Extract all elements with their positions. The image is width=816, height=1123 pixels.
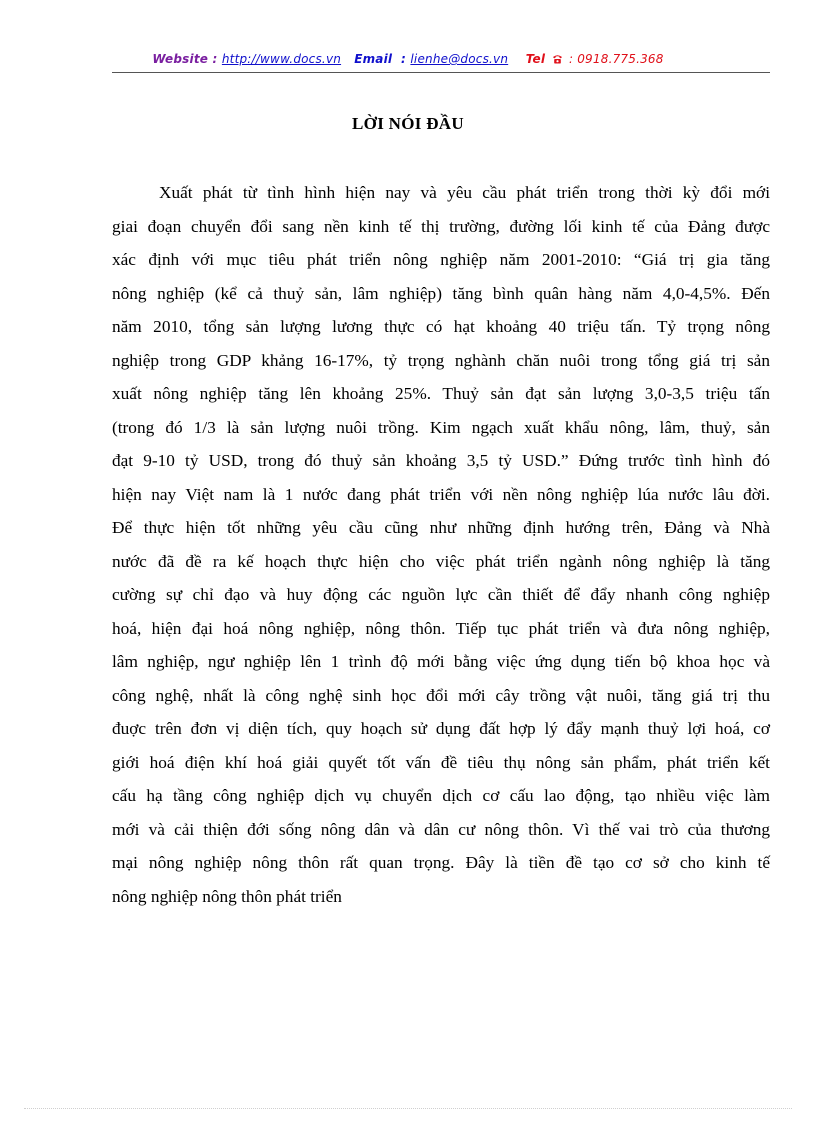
paragraph-line: Để thực hiện tốt những yêu cầu cũng như những định hướng trên, Đảng và Nhà [112, 518, 770, 537]
email-link[interactable]: lienhe@docs.vn [410, 52, 509, 66]
paragraph-line: Xuất phát từ tình hình hiện nay và yêu cầu phát triển trong thời kỳ đổi mới [159, 183, 770, 202]
tel-label: Tel [525, 52, 546, 66]
paragraph-line: hiện nay Việt nam là 1 nước đang phát triển với nền nông nghiệp lúa nước lâu đời. [112, 484, 770, 504]
paragraph-line: nông nghiệp nông thôn phát triển [112, 886, 342, 906]
paragraph-line: xác định với mục tiêu phát triển nông nghiệp năm 2001-2010: “Giá trị gia tăng [112, 250, 770, 269]
page-title: LỜI NÓI ĐẦU [352, 114, 464, 133]
paragraph-line: mại nông nghiệp nông thôn rất quan trọng. Đây là tiền đề tạo cơ sở cho kinh tế [112, 853, 770, 872]
page-header [0, 52, 816, 66]
paragraph-line: xuất nông nghiệp tăng lên khoảng 25%. Thuỷ sản đạt sản lượng 3,0-3,5 triệu tấn [112, 384, 770, 403]
paragraph-line: giai đoạn chuyển đổi sang nền kinh tế thị trường, đường lối kinh tế của Đảng được [112, 216, 770, 236]
paragraph-line: giới hoá điện khí hoá giải quyết tốt vấn đề tiêu thụ nông sản phẩm, phát triển kết [112, 752, 770, 772]
paragraph-line: (trong đó 1/3 là sản lượng nuôi trồng. Kim ngạch xuất khẩu nông, lâm, thuỷ, sản [112, 417, 770, 437]
paragraph-line: nông nghiệp (kể cả thuỷ sản, lâm nghiệp) tăng bình quân hàng năm 4,0-4,5%. Đến [112, 283, 770, 303]
paragraph-line: năm 2010, tổng sản lượng lương thực có hạt khoảng 40 triệu tấn. Tỷ trọng nông [112, 317, 770, 336]
paragraph-line: cường sự chỉ đạo và huy động các nguồn lực cần thiết để đẩy nhanh công nghiệp [112, 585, 770, 604]
email-separator: : [401, 52, 406, 66]
paragraph-line: đạt 9-10 tỷ USD, trong đó thuỷ sản khoảng 3,5 tỷ USD.” Đứng trước tình hình đó [112, 451, 770, 470]
paragraph-line: nước đã đề ra kế hoạch thực hiện cho việc phát triển ngành nông nghiệp là tăng [112, 551, 770, 571]
website-link[interactable]: http://www.docs.vn [221, 52, 342, 66]
paragraph-line: công nghệ, nhất là công nghệ sinh học đổi mới cây trồng vật nuôi, tăng giá trị thu [112, 685, 770, 705]
email-label: Email [354, 52, 393, 66]
body-paragraph [112, 176, 770, 913]
tel-number: : 0918.775.368 [568, 52, 664, 66]
website-label: Website : [152, 52, 218, 66]
paragraph-line: lâm nghiệp, ngư nghiệp lên 1 trình độ mới bằng việc ứng dụng tiến bộ khoa học và [112, 652, 770, 671]
paragraph-line: mới và cải thiện đới sống nông dân và dân cư nông thôn. Vì thế vai trò của thương [112, 819, 770, 839]
paragraph-line: đuợc trên đơn vị diện tích, quy hoạch sử dụng đất hợp lý đẩy mạnh thuỷ lợi hoá, cơ [112, 719, 770, 738]
page-bottom-border [24, 1108, 792, 1109]
paragraph-line: cấu hạ tầng công nghiệp dịch vụ chuyển dịch cơ cấu lao động, tạo nhiều việc làm [112, 786, 770, 805]
paragraph-line: hoá, hiện đại hoá nông nghiệp, nông thôn. Tiếp tục phát triển và đưa nông nghiệp, [112, 618, 770, 638]
header-rule [112, 72, 770, 73]
phone-icon [552, 53, 563, 63]
paragraph-line: nghiệp trong GDP khảng 16-17%, tỷ trọng nghành chăn nuôi trong tổng giá trị sản [112, 350, 770, 370]
